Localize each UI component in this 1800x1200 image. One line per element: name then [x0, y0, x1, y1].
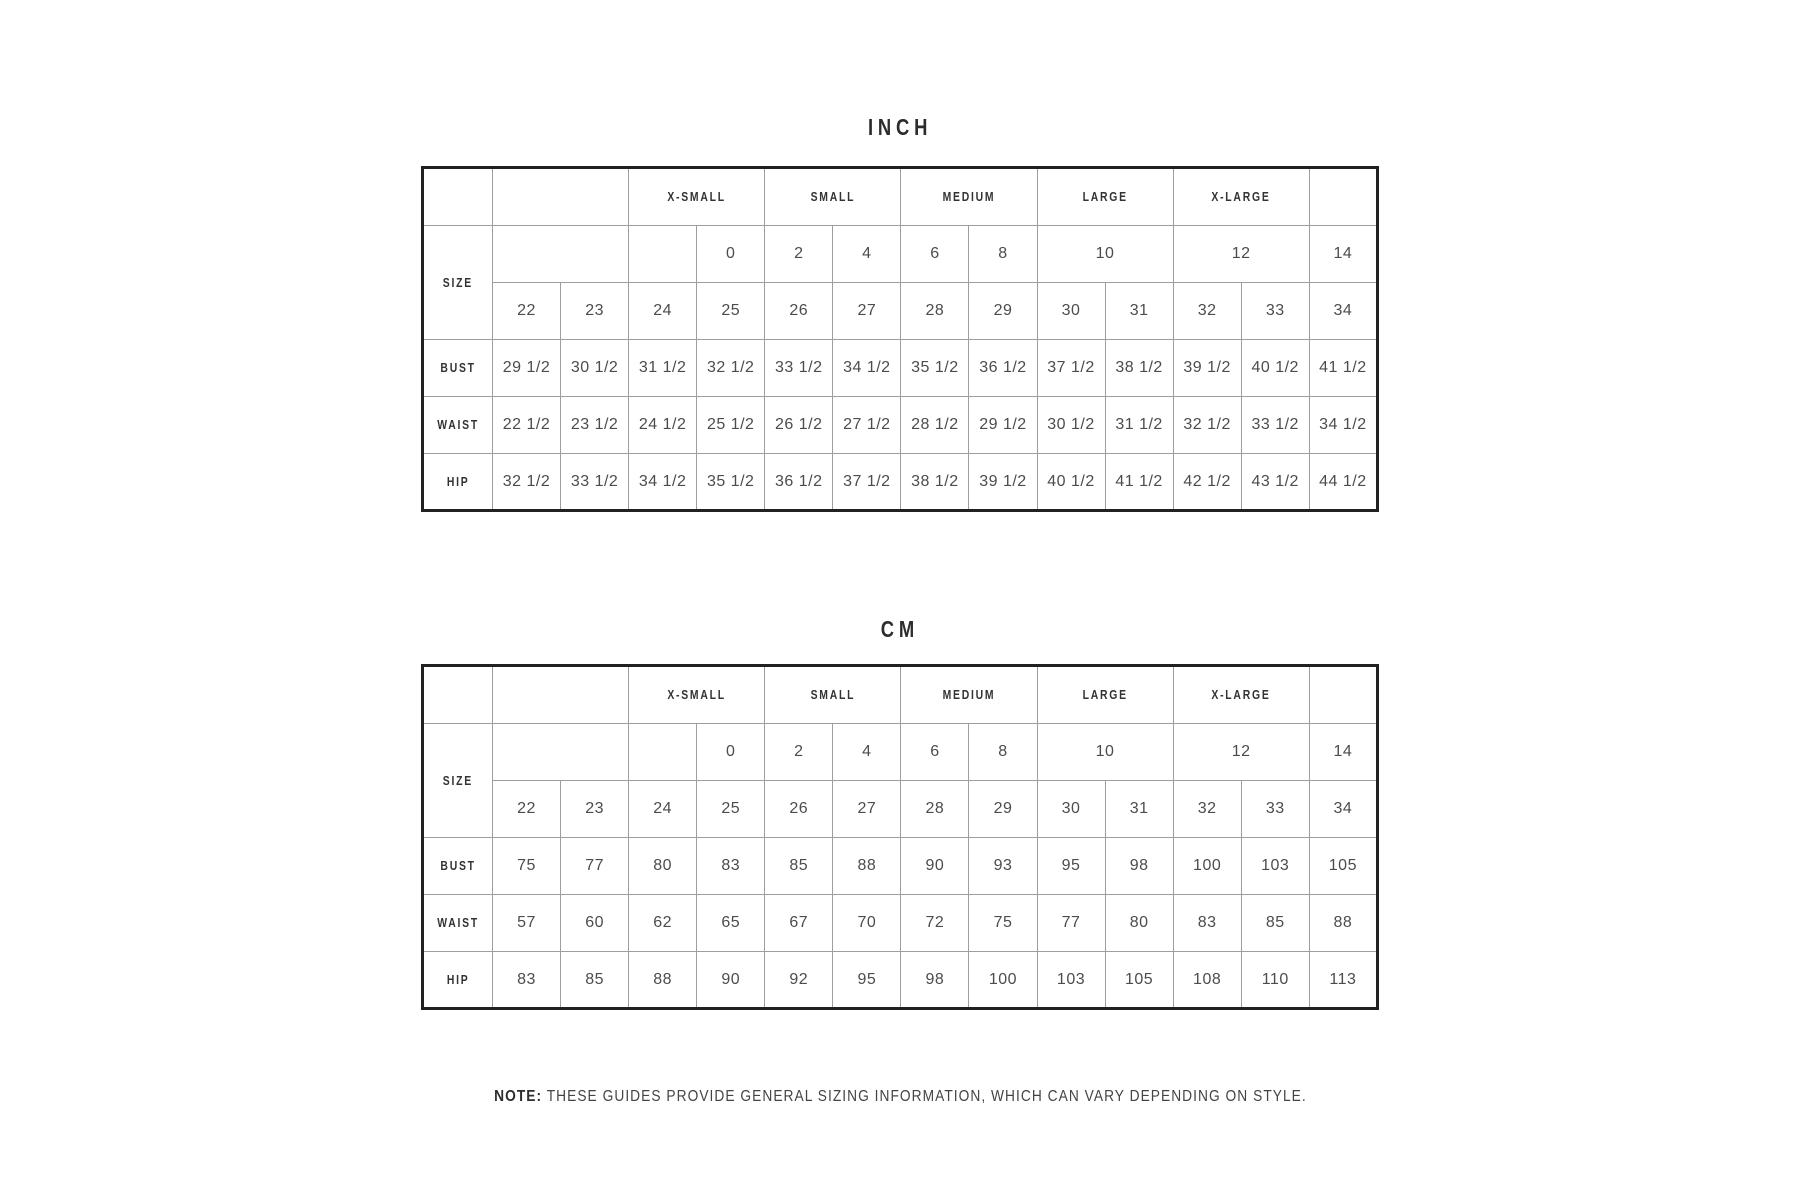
measurement-value-cell	[561, 340, 629, 397]
measurement-value-cell-text: 41 1/2	[1115, 472, 1163, 490]
size-name-medium	[901, 168, 1037, 226]
measurement-value-cell	[765, 838, 833, 895]
measurement-value-cell-text: 57	[517, 914, 536, 931]
measurement-value-cell	[1037, 838, 1105, 895]
measurement-value-cell	[1241, 838, 1309, 895]
size-name-x-large	[1173, 168, 1309, 226]
measurement-value-cell	[1173, 838, 1241, 895]
measurement-value-cell	[1173, 340, 1241, 397]
base-size-cell-text: 33	[1265, 302, 1285, 319]
numeric-size-cell-text: 6	[930, 245, 940, 262]
measurement-value-cell-text: 32 1/2	[502, 472, 551, 490]
measurement-value-cell-text: 85	[789, 857, 809, 874]
numeric-size-cell-text: 10	[1095, 245, 1115, 262]
measurement-value-cell	[901, 397, 969, 454]
numeric-size-cell-text: 8	[998, 245, 1008, 262]
measurement-value-cell	[629, 952, 697, 1009]
measurement-value-cell-text: 80	[1129, 914, 1149, 931]
measurement-row-label-waist	[423, 895, 493, 952]
base-size-cell	[901, 283, 969, 340]
numeric-size-cell	[969, 226, 1037, 283]
base-size-cell	[1241, 283, 1309, 340]
measurement-value-cell-text: 32 1/2	[1183, 416, 1231, 433]
measurement-value-cell-text: 38 1/2	[911, 472, 959, 490]
numeric-size-cell	[1173, 226, 1309, 283]
measurement-value-cell	[629, 397, 697, 454]
measurement-value-cell	[697, 397, 765, 454]
measurement-value-cell	[1105, 340, 1173, 397]
numeric-size-cell-text: 0	[726, 245, 736, 262]
measurement-value-cell-text: 83	[721, 857, 741, 874]
base-size-cell	[1037, 781, 1105, 838]
numeric-size-cell-text: 14	[1333, 245, 1353, 262]
numeric-size-cell-text: 4	[862, 743, 872, 760]
empty-size-cell	[629, 226, 697, 283]
measurement-value-cell-text: 90	[721, 970, 741, 988]
base-size-cell-text: 25	[721, 302, 741, 319]
measurement-value-cell	[1173, 397, 1241, 454]
measurement-value-cell-text: 83	[1197, 914, 1217, 931]
measurement-value-cell-text: 42 1/2	[1183, 472, 1231, 490]
measurement-value-cell-text: 62	[653, 914, 673, 931]
measurement-value-cell	[833, 340, 901, 397]
measurement-value-cell-text: 92	[789, 970, 809, 988]
base-size-cell	[1173, 781, 1241, 838]
measurement-row-label-waist	[423, 397, 493, 454]
note-prefix: NOTE:	[493, 1088, 542, 1105]
numeric-size-cell	[1309, 724, 1377, 781]
measurement-value-cell	[833, 952, 901, 1009]
measurement-value-cell-text: 34 1/2	[638, 472, 687, 490]
measurement-value-cell	[1173, 952, 1241, 1009]
base-size-cell	[1173, 283, 1241, 340]
numeric-size-cell-text: 14	[1333, 743, 1353, 760]
size-name-x-small-text: X-SMALL	[667, 687, 726, 702]
measurement-value-cell-text: 41 1/2	[1319, 359, 1367, 376]
measurement-value-cell	[833, 838, 901, 895]
measurement-value-cell-text: 72	[925, 914, 945, 931]
measurement-value-cell	[765, 454, 833, 511]
measurement-value-cell	[1105, 397, 1173, 454]
measurement-value-cell	[765, 397, 833, 454]
measurement-value-cell-text: 103	[1056, 970, 1086, 988]
measurement-value-cell-text: 60	[585, 914, 604, 931]
measurement-value-cell-text: 37 1/2	[1047, 359, 1095, 376]
measurement-value-cell-text: 85	[585, 970, 604, 988]
measurement-value-cell-text: 83	[517, 970, 536, 988]
size-name-small	[765, 666, 901, 724]
cm-size-table	[421, 664, 1379, 1010]
measurement-value-cell	[1309, 340, 1377, 397]
note-line	[494, 1088, 1307, 1106]
size-name-x-large	[1173, 666, 1309, 724]
measurement-value-cell	[493, 952, 561, 1009]
measurement-value-cell	[561, 838, 629, 895]
measurement-value-cell	[969, 340, 1037, 397]
measurement-value-cell-text: 37 1/2	[843, 472, 891, 490]
numeric-size-cell-text: 12	[1231, 245, 1251, 262]
measurement-value-cell-text: 29 1/2	[979, 416, 1027, 433]
measurement-value-cell-text: 80	[653, 857, 673, 874]
base-size-cell-text: 27	[857, 302, 877, 319]
measurement-value-cell-text: 85	[1265, 914, 1285, 931]
empty-header-cell	[1309, 666, 1377, 724]
size-name-large-text: LARGE	[1082, 687, 1128, 702]
base-size-cell	[833, 283, 901, 340]
measurement-value-cell	[1309, 838, 1377, 895]
measurement-value-cell-text: 25 1/2	[706, 416, 755, 433]
size-name-large-text: LARGE	[1082, 189, 1128, 204]
measurement-value-cell	[765, 952, 833, 1009]
measurement-value-cell	[969, 397, 1037, 454]
measurement-value-cell	[1241, 340, 1309, 397]
base-size-cell	[629, 283, 697, 340]
empty-size-cell	[493, 226, 629, 283]
measurement-value-cell	[833, 397, 901, 454]
measurement-value-cell	[901, 952, 969, 1009]
measurement-value-cell	[969, 952, 1037, 1009]
measurement-value-cell-text: 70	[857, 914, 877, 931]
base-size-cell	[901, 781, 969, 838]
measurement-value-cell	[561, 952, 629, 1009]
measurement-value-cell	[697, 838, 765, 895]
measurement-value-cell-text: 34 1/2	[1319, 416, 1367, 433]
measurement-value-cell	[1173, 454, 1241, 511]
numeric-size-cell-text: 12	[1231, 743, 1251, 760]
inch-table-title	[421, 0, 1379, 166]
numeric-size-cell	[969, 724, 1037, 781]
measurement-value-cell	[697, 952, 765, 1009]
measurement-value-cell	[833, 895, 901, 952]
base-size-cell-text: 23	[585, 800, 604, 817]
base-size-cell-text: 29	[993, 302, 1013, 319]
measurement-value-cell	[1309, 397, 1377, 454]
measurement-value-cell-text: 100	[1193, 857, 1222, 874]
base-size-cell-text: 22	[517, 302, 536, 319]
measurement-value-cell	[493, 838, 561, 895]
base-size-cell	[765, 781, 833, 838]
base-size-cell-text: 22	[517, 800, 536, 817]
measurement-value-cell-text: 29 1/2	[502, 359, 551, 376]
measurement-value-cell-text: 38 1/2	[1115, 359, 1163, 376]
measurement-value-cell-text: 88	[1333, 914, 1353, 931]
numeric-size-cell	[1173, 724, 1309, 781]
measurement-value-cell-text: 36 1/2	[979, 359, 1027, 376]
size-name-x-small-text: X-SMALL	[667, 189, 726, 204]
measurement-value-cell	[1309, 952, 1377, 1009]
base-size-cell	[493, 781, 561, 838]
base-size-cell	[1105, 781, 1173, 838]
base-size-cell	[561, 283, 629, 340]
measurement-value-cell	[765, 895, 833, 952]
base-size-cell	[969, 283, 1037, 340]
measurement-value-cell-text: 23 1/2	[570, 416, 619, 433]
base-size-cell-text: 28	[925, 302, 945, 319]
base-size-cell	[697, 283, 765, 340]
empty-size-cell	[629, 724, 697, 781]
base-size-cell	[629, 781, 697, 838]
measurement-value-cell	[765, 340, 833, 397]
measurement-value-cell-text: 31 1/2	[1115, 416, 1163, 433]
base-size-cell	[1309, 283, 1377, 340]
measurement-row-label-bust-text: BUST	[440, 858, 476, 873]
size-name-large	[1037, 666, 1173, 724]
inch-table-title-text: INCH	[867, 114, 933, 140]
base-size-cell	[1037, 283, 1105, 340]
numeric-size-cell	[833, 226, 901, 283]
measurement-value-cell	[1105, 838, 1173, 895]
base-size-cell	[561, 781, 629, 838]
measurement-row-label-hip	[423, 454, 493, 511]
base-size-cell	[969, 781, 1037, 838]
size-row-label-text: SIZE	[442, 274, 474, 290]
note	[421, 1010, 1379, 1106]
measurement-value-cell	[1105, 952, 1173, 1009]
measurement-value-cell	[1105, 895, 1173, 952]
measurement-value-cell-text: 33 1/2	[570, 472, 619, 490]
measurement-value-cell	[629, 340, 697, 397]
measurement-value-cell-text: 75	[993, 914, 1013, 931]
numeric-size-cell	[1309, 226, 1377, 283]
numeric-size-cell-text: 2	[794, 245, 804, 262]
base-size-cell-text: 30	[1061, 800, 1081, 817]
measurement-value-cell	[1241, 952, 1309, 1009]
measurement-value-cell-text: 30 1/2	[570, 359, 619, 376]
measurement-value-cell	[1105, 454, 1173, 511]
base-size-cell	[493, 283, 561, 340]
measurement-row-label-hip-text: HIP	[446, 473, 470, 489]
measurement-value-cell-text: 34 1/2	[843, 359, 891, 376]
measurement-value-cell-text: 28 1/2	[911, 416, 959, 433]
measurement-value-cell	[1309, 454, 1377, 511]
base-size-cell-text: 23	[585, 302, 604, 319]
measurement-value-cell	[901, 340, 969, 397]
measurement-value-cell-text: 105	[1124, 970, 1154, 988]
size-name-x-large-text: X-LARGE	[1211, 189, 1271, 204]
cm-table-title-text: CM	[880, 616, 920, 642]
empty-header-cell	[493, 666, 629, 724]
measurement-value-cell	[493, 397, 561, 454]
measurement-value-cell-text: 33 1/2	[1251, 416, 1299, 433]
measurement-value-cell-text: 40 1/2	[1047, 472, 1095, 490]
measurement-value-cell	[1241, 895, 1309, 952]
base-size-cell-text: 26	[789, 302, 809, 319]
measurement-value-cell	[1309, 895, 1377, 952]
numeric-size-cell	[765, 724, 833, 781]
size-name-medium-text: MEDIUM	[942, 687, 996, 702]
measurement-value-cell-text: 100	[988, 970, 1018, 988]
corner-cell	[423, 666, 493, 724]
size-name-small-text: SMALL	[810, 189, 856, 204]
measurement-value-cell	[901, 454, 969, 511]
measurement-value-cell-text: 95	[1061, 857, 1081, 874]
size-guide	[421, 0, 1379, 1106]
base-size-cell-text: 29	[993, 800, 1013, 817]
measurement-row-label-bust-text: BUST	[440, 360, 476, 375]
measurement-value-cell-text: 95	[857, 970, 877, 988]
measurement-value-cell	[969, 838, 1037, 895]
measurement-value-cell	[493, 895, 561, 952]
measurement-row-label-hip	[423, 952, 493, 1009]
size-name-small	[765, 168, 901, 226]
measurement-value-cell	[1037, 397, 1105, 454]
inch-size-table	[421, 166, 1379, 512]
measurement-value-cell	[697, 454, 765, 511]
size-name-small-text: SMALL	[810, 687, 856, 702]
measurement-value-cell-text: 113	[1329, 970, 1357, 988]
measurement-row-label-hip-text: HIP	[446, 971, 470, 987]
base-size-cell-text: 31	[1129, 800, 1149, 817]
numeric-size-cell	[697, 226, 765, 283]
measurement-value-cell-text: 44 1/2	[1319, 472, 1367, 490]
numeric-size-cell	[901, 724, 969, 781]
measurement-value-cell-text: 39 1/2	[979, 472, 1027, 490]
measurement-value-cell	[697, 895, 765, 952]
measurement-value-cell-text: 39 1/2	[1183, 359, 1231, 376]
numeric-size-cell-text: 10	[1095, 743, 1115, 760]
numeric-size-cell-text: 4	[862, 245, 872, 262]
measurement-value-cell	[1037, 895, 1105, 952]
measurement-value-cell-text: 67	[789, 914, 809, 931]
measurement-value-cell-text: 98	[1129, 857, 1149, 874]
base-size-cell-text: 32	[1197, 800, 1217, 817]
numeric-size-cell-text: 6	[930, 743, 940, 760]
empty-header-cell	[493, 168, 629, 226]
measurement-value-cell-text: 33 1/2	[775, 359, 823, 376]
measurement-value-cell-text: 24 1/2	[638, 416, 687, 433]
measurement-value-cell	[629, 454, 697, 511]
base-size-cell	[1241, 781, 1309, 838]
corner-cell	[423, 168, 493, 226]
measurement-row-label-waist-text: WAIST	[437, 417, 479, 432]
size-name-large	[1037, 168, 1173, 226]
measurement-value-cell-text: 35 1/2	[706, 472, 755, 490]
measurement-value-cell-text: 27 1/2	[843, 416, 891, 433]
base-size-cell-text: 31	[1129, 302, 1149, 319]
base-size-cell-text: 34	[1333, 302, 1353, 319]
size-row-label-text: SIZE	[442, 772, 474, 788]
numeric-size-cell	[1037, 724, 1173, 781]
numeric-size-cell-text: 8	[998, 743, 1008, 760]
base-size-cell	[833, 781, 901, 838]
base-size-cell-text: 24	[653, 800, 673, 817]
size-name-medium	[901, 666, 1037, 724]
measurement-value-cell	[833, 454, 901, 511]
measurement-value-cell	[493, 454, 561, 511]
measurement-value-cell-text: 30 1/2	[1047, 416, 1095, 433]
numeric-size-cell	[901, 226, 969, 283]
measurement-value-cell-text: 90	[925, 857, 945, 874]
measurement-value-cell	[629, 838, 697, 895]
numeric-size-cell	[1037, 226, 1173, 283]
measurement-value-cell	[1037, 952, 1105, 1009]
size-name-medium-text: MEDIUM	[942, 189, 996, 204]
measurement-value-cell-text: 88	[857, 857, 877, 874]
measurement-value-cell	[901, 838, 969, 895]
numeric-size-cell	[697, 724, 765, 781]
numeric-size-cell-text: 0	[726, 743, 736, 760]
measurement-value-cell-text: 32 1/2	[706, 359, 755, 376]
size-row-label	[423, 226, 493, 340]
measurement-value-cell-text: 93	[993, 857, 1013, 874]
measurement-value-cell-text: 75	[517, 857, 536, 874]
measurement-value-cell-text: 77	[1061, 914, 1081, 931]
empty-header-cell	[1309, 168, 1377, 226]
measurement-value-cell-text: 31 1/2	[638, 359, 687, 376]
measurement-value-cell-text: 77	[585, 857, 604, 874]
base-size-cell-text: 26	[789, 800, 809, 817]
measurement-value-cell-text: 40 1/2	[1251, 359, 1299, 376]
measurement-value-cell-text: 65	[721, 914, 741, 931]
measurement-value-cell	[1037, 340, 1105, 397]
numeric-size-cell-text: 2	[794, 743, 804, 760]
measurement-value-cell-text: 108	[1193, 970, 1222, 988]
numeric-size-cell	[765, 226, 833, 283]
measurement-value-cell	[969, 895, 1037, 952]
measurement-value-cell-text: 26 1/2	[775, 416, 823, 433]
measurement-value-cell	[493, 340, 561, 397]
measurement-value-cell-text: 98	[925, 970, 945, 988]
base-size-cell-text: 30	[1061, 302, 1081, 319]
measurement-value-cell-text: 43 1/2	[1251, 472, 1299, 490]
empty-size-cell	[493, 724, 629, 781]
measurement-value-cell	[1037, 454, 1105, 511]
size-row-label	[423, 724, 493, 838]
measurement-row-label-waist-text: WAIST	[437, 915, 479, 930]
measurement-value-cell	[1241, 454, 1309, 511]
base-size-cell	[765, 283, 833, 340]
measurement-value-cell-text: 103	[1261, 857, 1290, 874]
measurement-value-cell-text: 88	[653, 970, 673, 988]
measurement-value-cell	[969, 454, 1037, 511]
base-size-cell-text: 25	[721, 800, 741, 817]
measurement-value-cell-text: 110	[1261, 970, 1289, 988]
measurement-row-label-bust	[423, 340, 493, 397]
measurement-value-cell	[697, 340, 765, 397]
measurement-value-cell-text: 22 1/2	[502, 416, 551, 433]
base-size-cell-text: 24	[653, 302, 673, 319]
base-size-cell	[1309, 781, 1377, 838]
base-size-cell-text: 34	[1333, 800, 1353, 817]
numeric-size-cell	[833, 724, 901, 781]
measurement-value-cell	[561, 397, 629, 454]
measurement-value-cell-text: 105	[1328, 857, 1357, 874]
cm-table-title	[421, 512, 1379, 664]
measurement-value-cell	[561, 895, 629, 952]
base-size-cell	[697, 781, 765, 838]
measurement-value-cell-text: 36 1/2	[775, 472, 823, 490]
measurement-value-cell	[1173, 895, 1241, 952]
measurement-value-cell	[901, 895, 969, 952]
measurement-row-label-bust	[423, 838, 493, 895]
measurement-value-cell	[1241, 397, 1309, 454]
size-name-x-small	[629, 168, 765, 226]
base-size-cell	[1105, 283, 1173, 340]
base-size-cell-text: 27	[857, 800, 877, 817]
base-size-cell-text: 33	[1265, 800, 1285, 817]
measurement-value-cell	[629, 895, 697, 952]
base-size-cell-text: 32	[1197, 302, 1217, 319]
measurement-value-cell	[561, 454, 629, 511]
size-name-x-large-text: X-LARGE	[1211, 687, 1271, 702]
base-size-cell-text: 28	[925, 800, 945, 817]
size-name-x-small	[629, 666, 765, 724]
measurement-value-cell-text: 35 1/2	[911, 359, 959, 376]
note-text: THESE GUIDES PROVIDE GENERAL SIZING INFORMATION, WHICH CAN VARY DEPENDING ON STYLE.	[546, 1088, 1307, 1105]
